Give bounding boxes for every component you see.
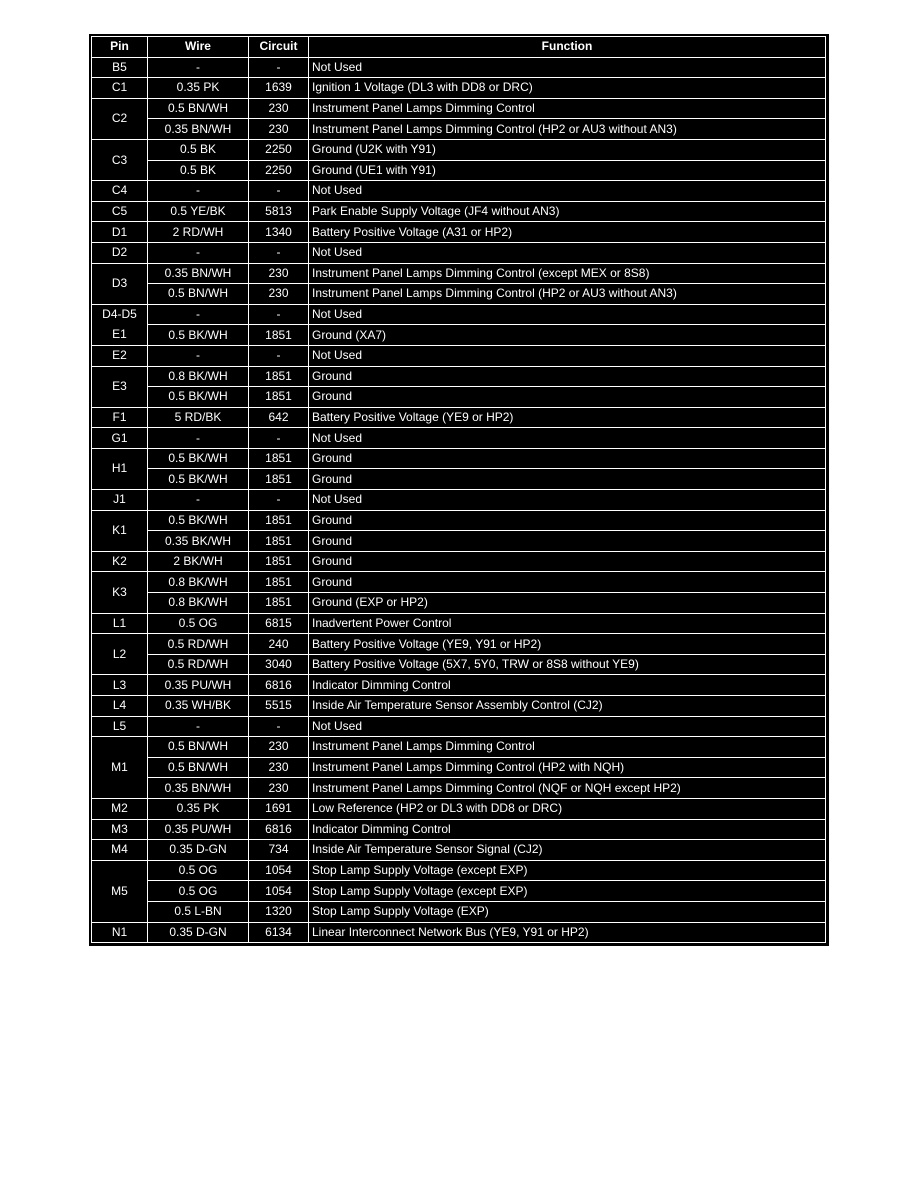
wire-cell: 0.5 BN/WH (148, 737, 249, 758)
function-cell: Ground (XA7) (309, 325, 826, 346)
pin-cell: C3 (92, 139, 148, 180)
circuit-cell: 1851 (249, 448, 309, 469)
function-cell: Inadvertent Power Control (309, 613, 826, 634)
wire-cell: - (148, 57, 249, 78)
header-pin: Pin (92, 37, 148, 58)
pin-cell: E2 (92, 345, 148, 366)
table-row (92, 860, 826, 881)
table-row (92, 613, 826, 634)
function-cell: Instrument Panel Lamps Dimming Control (HP2 with NQH) (309, 757, 826, 778)
circuit-cell: 1639 (249, 78, 309, 99)
function-cell: Ground (309, 510, 826, 531)
wire-cell: - (148, 428, 249, 449)
function-cell: Ground (309, 469, 826, 490)
wire-cell: 0.35 PK (148, 78, 249, 99)
wire-cell: - (148, 490, 249, 511)
table-row (92, 407, 826, 428)
pin-cell: D1 (92, 222, 148, 243)
circuit-cell: - (249, 57, 309, 78)
pin-cell: M5 (92, 860, 148, 922)
wire-cell: 0.5 BK/WH (148, 469, 249, 490)
function-cell: Ground (309, 387, 826, 408)
wire-cell: 0.5 RD/WH (148, 634, 249, 655)
function-cell: Instrument Panel Lamps Dimming Control (309, 737, 826, 758)
circuit-cell: - (249, 304, 309, 325)
function-cell: Not Used (309, 716, 826, 737)
function-cell: Instrument Panel Lamps Dimming Control (except MEX or 8S8) (309, 263, 826, 284)
table-row (92, 778, 826, 799)
circuit-cell: 6134 (249, 922, 309, 943)
wire-cell: 0.35 BN/WH (148, 263, 249, 284)
circuit-cell: 1851 (249, 593, 309, 614)
function-cell: Ground (EXP or HP2) (309, 593, 826, 614)
wire-cell: 0.35 D-GN (148, 840, 249, 861)
function-cell: Linear Interconnect Network Bus (YE9, Y91 or HP2) (309, 922, 826, 943)
table-body (92, 57, 826, 943)
circuit-cell: 734 (249, 840, 309, 861)
wire-cell: 0.35 BK/WH (148, 531, 249, 552)
table-row (92, 345, 826, 366)
table-row (92, 201, 826, 222)
function-cell: Ground (309, 366, 826, 387)
function-cell: Instrument Panel Lamps Dimming Control (HP2 or AU3 without AN3) (309, 284, 826, 305)
circuit-cell: 642 (249, 407, 309, 428)
table-row (92, 531, 826, 552)
function-cell: Low Reference (HP2 or DL3 with DD8 or DRC) (309, 798, 826, 819)
wire-cell: 0.5 BK (148, 139, 249, 160)
function-cell: Instrument Panel Lamps Dimming Control (NQF or NQH except HP2) (309, 778, 826, 799)
circuit-cell: 2250 (249, 160, 309, 181)
table-row (92, 798, 826, 819)
function-cell: Stop Lamp Supply Voltage (EXP) (309, 901, 826, 922)
table-row (92, 304, 826, 325)
circuit-cell: 230 (249, 778, 309, 799)
circuit-cell: 1691 (249, 798, 309, 819)
pin-cell: C2 (92, 98, 148, 139)
function-cell: Not Used (309, 490, 826, 511)
pin-cell: C5 (92, 201, 148, 222)
circuit-cell: 1851 (249, 572, 309, 593)
header-wire: Wire (148, 37, 249, 58)
connector-pinout-table-frame (89, 34, 829, 946)
wire-cell: 0.5 RD/WH (148, 654, 249, 675)
pin-cell: L5 (92, 716, 148, 737)
table-row (92, 119, 826, 140)
pin-cell: E3 (92, 366, 148, 407)
pin-cell: L1 (92, 613, 148, 634)
table-row (92, 98, 826, 119)
wire-cell: 0.5 BN/WH (148, 284, 249, 305)
wire-cell: 0.35 BN/WH (148, 778, 249, 799)
wire-cell: 0.35 PK (148, 798, 249, 819)
function-cell: Inside Air Temperature Sensor Signal (CJ2) (309, 840, 826, 861)
pin-cell: M4 (92, 840, 148, 861)
circuit-cell: 1851 (249, 551, 309, 572)
function-cell: Not Used (309, 428, 826, 449)
wire-cell: 0.5 BK/WH (148, 325, 249, 346)
table-row (92, 922, 826, 943)
circuit-cell: 5515 (249, 696, 309, 717)
pin-cell: M3 (92, 819, 148, 840)
pin-cell: L2 (92, 634, 148, 675)
circuit-cell: - (249, 181, 309, 202)
wire-cell: 0.5 BK/WH (148, 387, 249, 408)
table-header-row (92, 37, 826, 58)
function-cell: Ground (309, 572, 826, 593)
wire-cell: 0.5 OG (148, 613, 249, 634)
wire-cell: - (148, 181, 249, 202)
function-cell: Park Enable Supply Voltage (JF4 without AN3) (309, 201, 826, 222)
function-cell: Ground (UE1 with Y91) (309, 160, 826, 181)
table-row (92, 57, 826, 78)
circuit-cell: 1851 (249, 366, 309, 387)
wire-cell: 0.5 BN/WH (148, 757, 249, 778)
table-row (92, 366, 826, 387)
pin-cell: C1 (92, 78, 148, 99)
table-row (92, 757, 826, 778)
circuit-cell: 1320 (249, 901, 309, 922)
circuit-cell: 240 (249, 634, 309, 655)
circuit-cell: 6816 (249, 675, 309, 696)
function-cell: Stop Lamp Supply Voltage (except EXP) (309, 881, 826, 902)
table-row (92, 819, 826, 840)
table-row (92, 387, 826, 408)
table-row (92, 448, 826, 469)
table-row (92, 881, 826, 902)
function-cell: Instrument Panel Lamps Dimming Control (HP2 or AU3 without AN3) (309, 119, 826, 140)
wire-cell: - (148, 242, 249, 263)
wire-cell: 0.5 OG (148, 881, 249, 902)
wire-cell: 0.5 BK/WH (148, 448, 249, 469)
wire-cell: 0.8 BK/WH (148, 593, 249, 614)
circuit-cell: 230 (249, 757, 309, 778)
header-circuit: Circuit (249, 37, 309, 58)
table-row (92, 222, 826, 243)
wire-cell: 5 RD/BK (148, 407, 249, 428)
wire-cell: 0.5 BK/WH (148, 510, 249, 531)
table-row (92, 263, 826, 284)
pin-cell: D3 (92, 263, 148, 304)
function-cell: Not Used (309, 242, 826, 263)
function-cell: Not Used (309, 181, 826, 202)
circuit-cell: 230 (249, 98, 309, 119)
pin-cell: M1 (92, 737, 148, 799)
pin-cell: B5 (92, 57, 148, 78)
function-cell: Battery Positive Voltage (5X7, 5Y0, TRW or 8S8 without YE9) (309, 654, 826, 675)
pin-cell: C4 (92, 181, 148, 202)
pin-cell: D2 (92, 242, 148, 263)
table-row (92, 551, 826, 572)
table-row (92, 510, 826, 531)
circuit-cell: - (249, 345, 309, 366)
pin-cell: D4-D5 (92, 304, 148, 325)
wire-cell: 0.5 BK (148, 160, 249, 181)
wire-cell: - (148, 345, 249, 366)
circuit-cell: 1851 (249, 531, 309, 552)
table-row (92, 901, 826, 922)
function-cell: Indicator Dimming Control (309, 675, 826, 696)
circuit-cell: 230 (249, 119, 309, 140)
table-row (92, 737, 826, 758)
circuit-cell: - (249, 716, 309, 737)
circuit-cell: - (249, 242, 309, 263)
table-row (92, 572, 826, 593)
table-row (92, 469, 826, 490)
function-cell: Ground (309, 551, 826, 572)
wire-cell: 0.5 YE/BK (148, 201, 249, 222)
function-cell: Ground (U2K with Y91) (309, 139, 826, 160)
table-row (92, 634, 826, 655)
circuit-cell: 1851 (249, 387, 309, 408)
wire-cell: 2 RD/WH (148, 222, 249, 243)
table-row (92, 160, 826, 181)
table-row (92, 675, 826, 696)
circuit-cell: 5813 (249, 201, 309, 222)
circuit-cell: 1054 (249, 881, 309, 902)
function-cell: Instrument Panel Lamps Dimming Control (309, 98, 826, 119)
circuit-cell: 6815 (249, 613, 309, 634)
pin-cell: H1 (92, 448, 148, 489)
function-cell: Not Used (309, 345, 826, 366)
circuit-cell: 1851 (249, 510, 309, 531)
wire-cell: 0.8 BK/WH (148, 572, 249, 593)
table-row (92, 654, 826, 675)
table-row (92, 696, 826, 717)
function-cell: Ground (309, 448, 826, 469)
header-function: Function (309, 37, 826, 58)
table-row (92, 716, 826, 737)
circuit-cell: - (249, 490, 309, 511)
table-row (92, 181, 826, 202)
pin-cell: E1 (92, 325, 148, 346)
wire-cell: - (148, 304, 249, 325)
circuit-cell: 1340 (249, 222, 309, 243)
wire-cell: 0.35 D-GN (148, 922, 249, 943)
pin-cell: K1 (92, 510, 148, 551)
pin-cell: M2 (92, 798, 148, 819)
table-row (92, 325, 826, 346)
table-row (92, 139, 826, 160)
wire-cell: 0.35 PU/WH (148, 819, 249, 840)
function-cell: Inside Air Temperature Sensor Assembly Control (CJ2) (309, 696, 826, 717)
table-row (92, 428, 826, 449)
wire-cell: 0.5 BN/WH (148, 98, 249, 119)
table-row (92, 593, 826, 614)
wire-cell: - (148, 716, 249, 737)
circuit-cell: 6816 (249, 819, 309, 840)
pin-cell: L3 (92, 675, 148, 696)
wire-cell: 0.8 BK/WH (148, 366, 249, 387)
pin-cell: J1 (92, 490, 148, 511)
function-cell: Battery Positive Voltage (A31 or HP2) (309, 222, 826, 243)
circuit-cell: - (249, 428, 309, 449)
table-row (92, 284, 826, 305)
table-row (92, 490, 826, 511)
function-cell: Stop Lamp Supply Voltage (except EXP) (309, 860, 826, 881)
pin-cell: K3 (92, 572, 148, 613)
circuit-cell: 230 (249, 737, 309, 758)
wire-cell: 0.35 PU/WH (148, 675, 249, 696)
wire-cell: 0.35 BN/WH (148, 119, 249, 140)
wire-cell: 0.35 WH/BK (148, 696, 249, 717)
pin-cell: N1 (92, 922, 148, 943)
circuit-cell: 230 (249, 284, 309, 305)
connector-pinout-table (91, 36, 826, 943)
pin-cell: G1 (92, 428, 148, 449)
function-cell: Ground (309, 531, 826, 552)
function-cell: Not Used (309, 57, 826, 78)
table-row (92, 242, 826, 263)
function-cell: Indicator Dimming Control (309, 819, 826, 840)
function-cell: Battery Positive Voltage (YE9 or HP2) (309, 407, 826, 428)
function-cell: Battery Positive Voltage (YE9, Y91 or HP2) (309, 634, 826, 655)
wire-cell: 0.5 OG (148, 860, 249, 881)
circuit-cell: 1054 (249, 860, 309, 881)
wire-cell: 0.5 L-BN (148, 901, 249, 922)
table-row (92, 840, 826, 861)
circuit-cell: 1851 (249, 469, 309, 490)
circuit-cell: 230 (249, 263, 309, 284)
function-cell: Ignition 1 Voltage (DL3 with DD8 or DRC) (309, 78, 826, 99)
function-cell: Not Used (309, 304, 826, 325)
pin-cell: F1 (92, 407, 148, 428)
wire-cell: 2 BK/WH (148, 551, 249, 572)
pin-cell: L4 (92, 696, 148, 717)
circuit-cell: 2250 (249, 139, 309, 160)
table-row (92, 78, 826, 99)
pin-cell: K2 (92, 551, 148, 572)
circuit-cell: 3040 (249, 654, 309, 675)
circuit-cell: 1851 (249, 325, 309, 346)
